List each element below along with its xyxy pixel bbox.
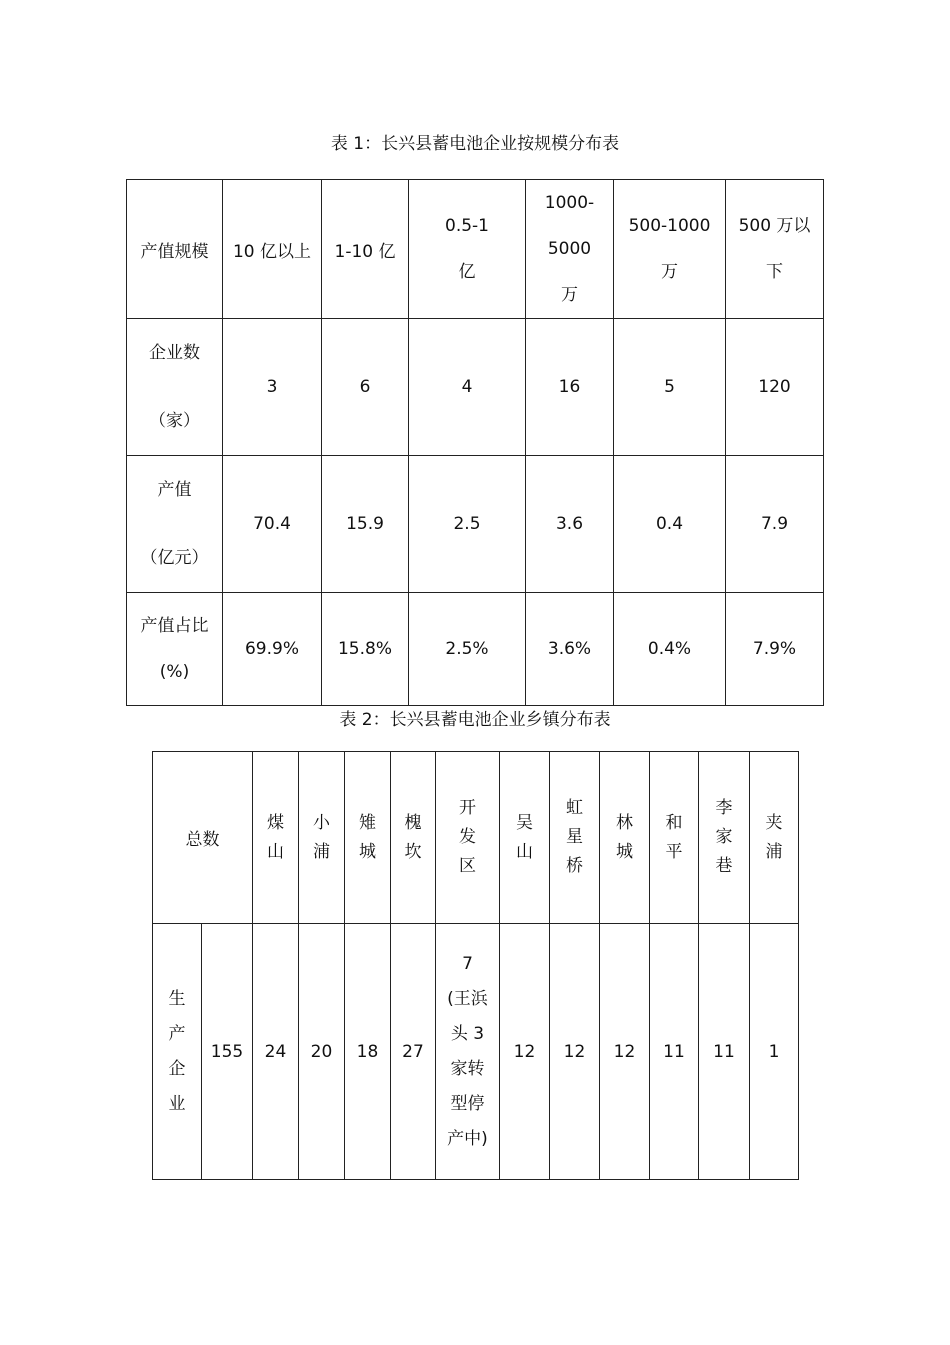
table-cell: 0.4 (614, 456, 726, 593)
header-text: 500-1000 (628, 216, 711, 236)
note-line: 头 3 (450, 1023, 485, 1044)
header-cell (500, 752, 550, 924)
row-label-text: (%) (159, 662, 190, 682)
header-cell (253, 752, 299, 924)
table-cell: 120 (726, 319, 824, 456)
town-char: 开 (459, 798, 476, 818)
town-char: 山 (516, 841, 533, 862)
header-cell (699, 752, 750, 924)
header-cell (127, 180, 223, 319)
row-label-char: 业 (168, 1093, 186, 1114)
row-label-char: 企 (168, 1058, 186, 1079)
table-cell: 1 (750, 924, 799, 1180)
table-cell: 7.9 (726, 456, 824, 593)
town-char: 巷 (715, 856, 733, 876)
header-cell (322, 180, 409, 319)
table-cell: 5 (614, 319, 726, 456)
township-distribution-table (152, 751, 799, 1180)
header-label: 产值规模 (140, 241, 209, 262)
row-label-char: 产 (168, 1023, 186, 1044)
note-line: 家转 (450, 1058, 485, 1079)
town-char: 虹 (566, 798, 583, 818)
header-text: 0.5-1 (445, 216, 489, 236)
table-cell: 70.4 (223, 456, 322, 593)
table2-header-row (153, 752, 799, 924)
header-cell (750, 752, 799, 924)
header-cell (409, 180, 526, 319)
table-cell: 7.9% (726, 593, 824, 706)
header-cell (526, 180, 614, 319)
row-label-char: 生 (168, 988, 186, 1009)
table-cell: 11 (699, 924, 750, 1180)
header-cell (436, 752, 500, 924)
header-text: 10 亿以上 (232, 241, 312, 262)
table-row (127, 456, 824, 593)
header-text: 500 万以 (738, 216, 811, 236)
row-label-text: （家） (149, 411, 200, 431)
table-row (127, 593, 824, 706)
table-row (153, 924, 799, 1180)
table-cell: 6 (322, 319, 409, 456)
header-text: 万 (661, 262, 678, 282)
table-cell: 16 (526, 319, 614, 456)
table-cell: 12 (600, 924, 650, 1180)
row-label (127, 593, 223, 706)
town-char: 吴 (516, 812, 533, 833)
table-cell: 12 (500, 924, 550, 1180)
town-char: 浦 (765, 841, 783, 862)
header-cell (345, 752, 391, 924)
header-cell (650, 752, 699, 924)
header-text: 万 (561, 285, 578, 305)
scale-distribution-table (126, 179, 824, 706)
row-label-text: （亿元） (140, 548, 209, 568)
town-char: 夹 (765, 812, 783, 833)
town-char: 林 (616, 812, 633, 833)
town-char: 煤 (267, 812, 284, 833)
table-cell: 3.6% (526, 593, 614, 706)
town-char: 区 (459, 856, 476, 876)
kaifaqu-cell (436, 924, 500, 1180)
table2-caption: 表 2：长兴县蓄电池企业乡镇分布表 (339, 710, 611, 730)
table-cell: 3 (223, 319, 322, 456)
header-cell (153, 752, 253, 924)
town-char: 李 (715, 798, 733, 818)
town-char: 小 (313, 812, 330, 833)
header-cell (550, 752, 600, 924)
row-label (127, 456, 223, 593)
town-char: 浦 (313, 841, 330, 862)
header-text: 亿 (458, 262, 476, 282)
note-line: 产中) (447, 1128, 488, 1149)
table-cell: 15.8% (322, 593, 409, 706)
kaifaqu-value: 7 (462, 953, 473, 974)
header-text: 1-10 亿 (334, 241, 396, 262)
town-char: 桥 (566, 856, 583, 876)
table-cell: 18 (345, 924, 391, 1180)
table-cell: 15.9 (322, 456, 409, 593)
town-char: 坎 (404, 841, 422, 862)
table-cell: 27 (391, 924, 436, 1180)
town-char: 城 (359, 841, 376, 862)
table1-caption: 表 1：长兴县蓄电池企业按规模分布表 (330, 134, 620, 154)
header-cell (614, 180, 726, 319)
town-char: 槐 (404, 812, 422, 833)
table-row (127, 319, 824, 456)
table-cell: 11 (650, 924, 699, 1180)
note-line: (王浜 (447, 988, 488, 1009)
header-text: 下 (766, 262, 783, 282)
town-char: 雉 (359, 812, 376, 833)
town-char: 和 (665, 812, 683, 833)
town-char: 山 (267, 841, 284, 862)
row-label-text: 产值 (157, 480, 192, 500)
header-cell (299, 752, 345, 924)
town-char: 家 (715, 827, 733, 847)
town-char: 发 (459, 827, 476, 847)
header-cell (391, 752, 436, 924)
header-total: 总数 (185, 830, 220, 850)
table-cell: 20 (299, 924, 345, 1180)
header-cell (726, 180, 824, 319)
table1-header-row (127, 180, 824, 319)
table-cell: 2.5 (409, 456, 526, 593)
table-cell: 3.6 (526, 456, 614, 593)
table-cell: 4 (409, 319, 526, 456)
total-cell: 155 (202, 924, 253, 1180)
header-cell (223, 180, 322, 319)
row-label-text: 产值占比 (140, 616, 209, 636)
town-char: 星 (566, 827, 583, 847)
table-cell: 2.5% (409, 593, 526, 706)
table-cell: 0.4% (614, 593, 726, 706)
row-label (153, 924, 202, 1180)
table-cell: 12 (550, 924, 600, 1180)
header-cell (600, 752, 650, 924)
header-text: 1000-5000 (544, 193, 595, 259)
table-cell: 69.9% (223, 593, 322, 706)
note-line: 型停 (450, 1093, 485, 1114)
table-cell: 24 (253, 924, 299, 1180)
row-label-text: 企业数 (149, 343, 200, 363)
row-label (127, 319, 223, 456)
town-char: 平 (665, 841, 683, 862)
town-char: 城 (616, 841, 633, 862)
